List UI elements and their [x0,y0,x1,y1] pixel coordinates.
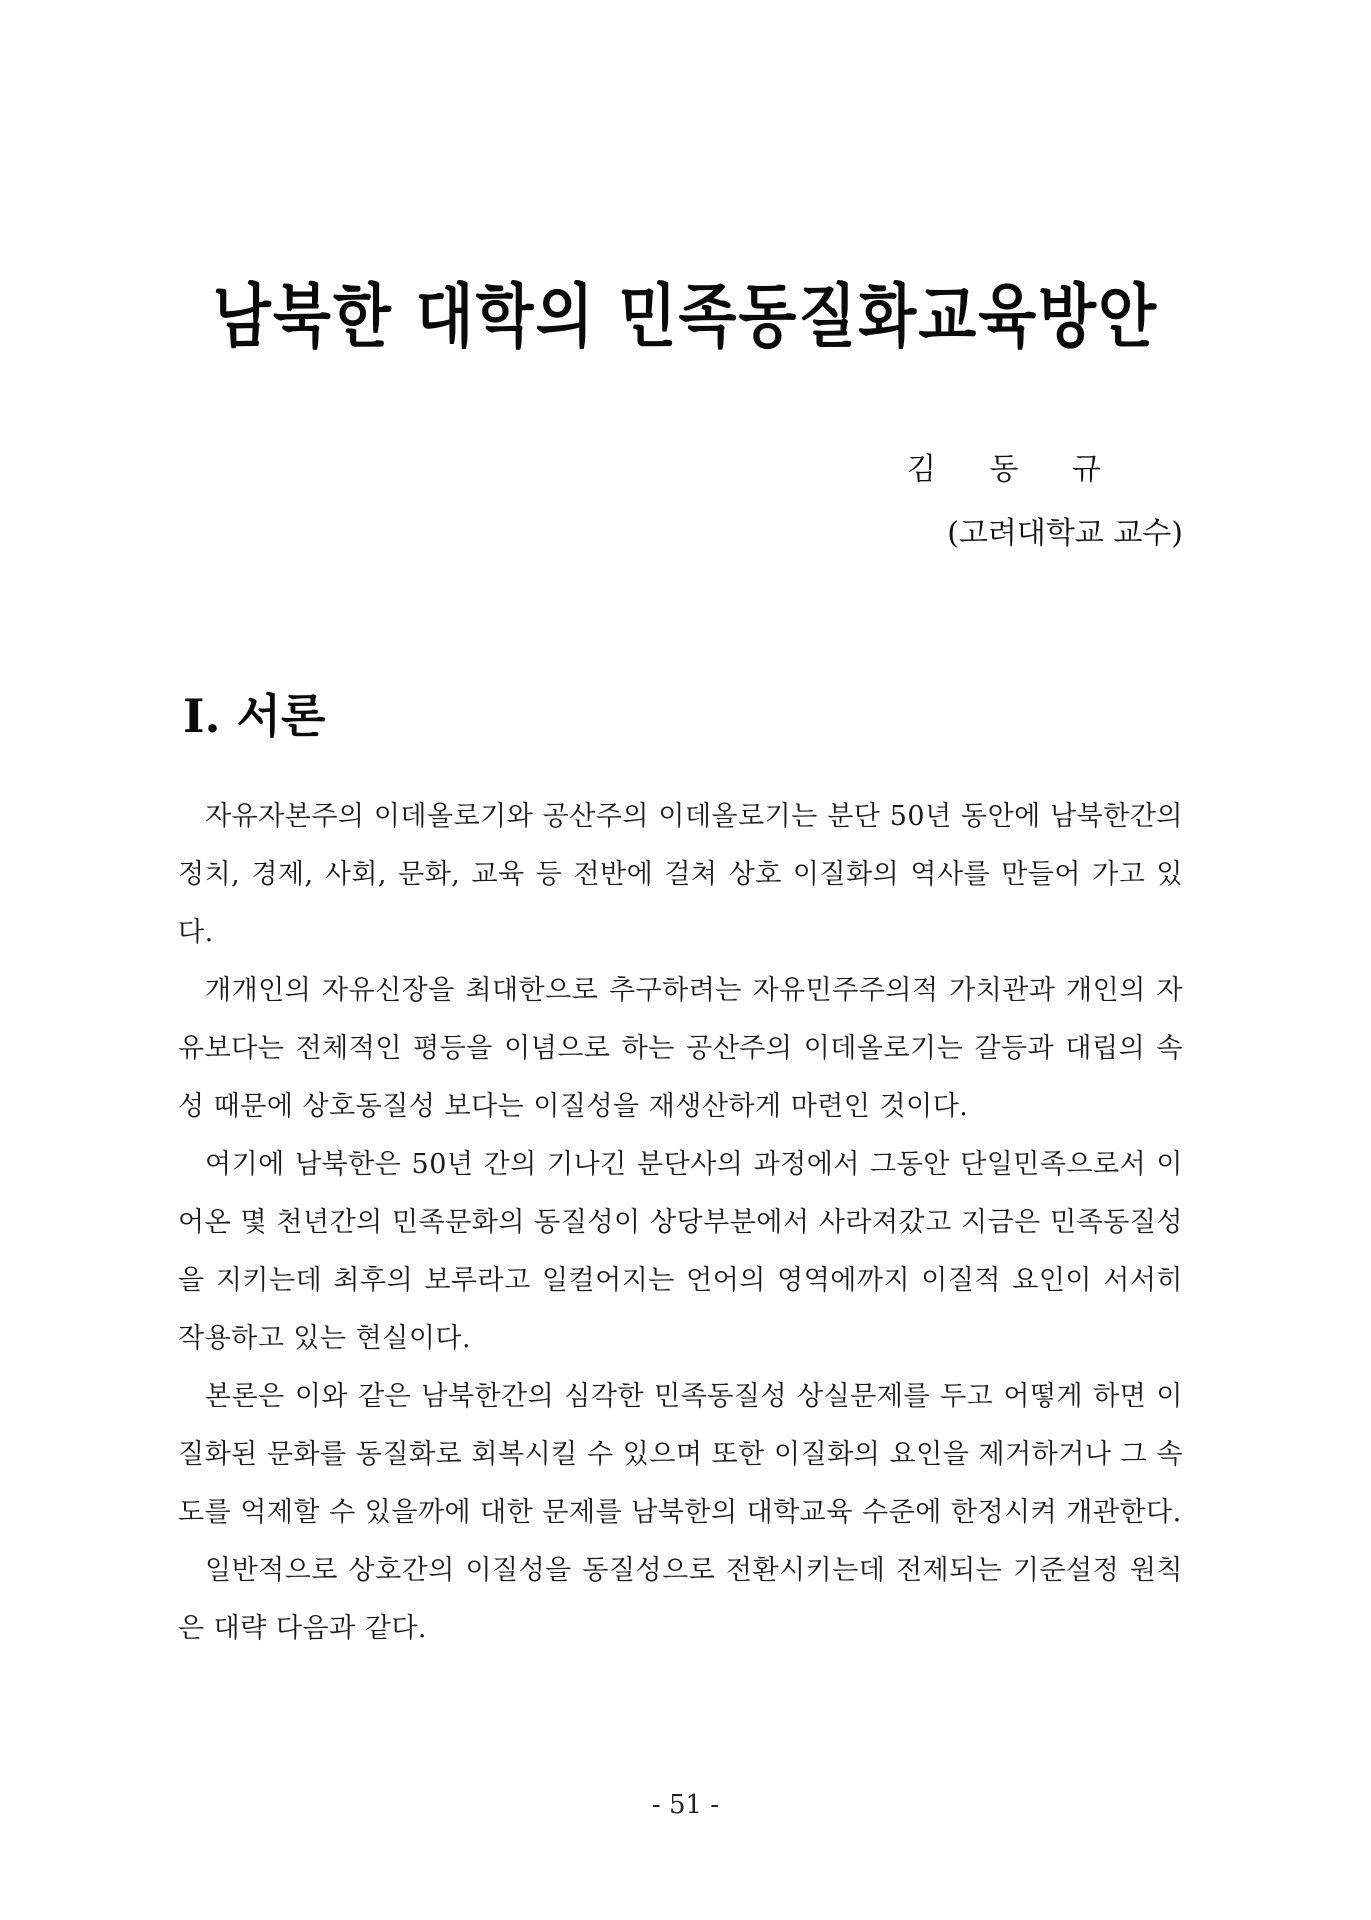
paragraph: 본론은 이와 같은 남북한간의 심각한 민족동질성 상실문제를 두고 어떻게 하면 이질화된 문화를 동질화로 회복시킬 수 있으며 또한 이질화의 요인을 제거하거나 그 속도를 억제할 수 있을까에 대한 문제를 남북한의 대학교육 수준에 한정시켜 개관한다. [178,1381,1183,1528]
author-name: 김 동 규 [906,452,1123,487]
document-title: 남북한 대학의 민족동질화교육방안 [212,276,1159,358]
paragraph: 일반적으로 상호간의 이질성을 동질성으로 전환시키는데 전제되는 기준설정 원칙은 대략 다음과 같다. [178,1555,1183,1644]
section-body [178,788,1183,1658]
paragraph: 여기에 남북한은 50년 간의 기나긴 분단사의 과정에서 그동안 단일민족으로서 이어온 몇 천년간의 민족문화의 동질성이 상당부분에서 사라져갔고 지금은 민족동질성을 지키는데 최후의 보루라고 일컬어지는 언어의 영역에까지 이질적 요인이 서서히 작용하고 있는 현실이다. [178,1149,1183,1354]
page-number: - 51 - [651,1790,720,1820]
paragraph: 자유자본주의 이데올로기와 공산주의 이데올로기는 분단 50년 동안에 남북한간의 정치, 경제, 사회, 문화, 교육 등 전반에 걸쳐 상호 이질화의 역사를 만들어 가고 있다. [178,801,1183,948]
paragraph: 개개인의 자유신장을 최대한으로 추구하려는 자유민주주의적 가치관과 개인의 자유보다는 전체적인 평등을 이념으로 하는 공산주의 이데올로기는 갈등과 대립의 속성 때문에 상호동질성 보다는 이질성을 재생산하게 마련인 것이다. [178,975,1183,1122]
author-affiliation: (고려대학교 교수) [947,516,1183,551]
section-heading: Ⅰ. 서론 [183,689,326,743]
